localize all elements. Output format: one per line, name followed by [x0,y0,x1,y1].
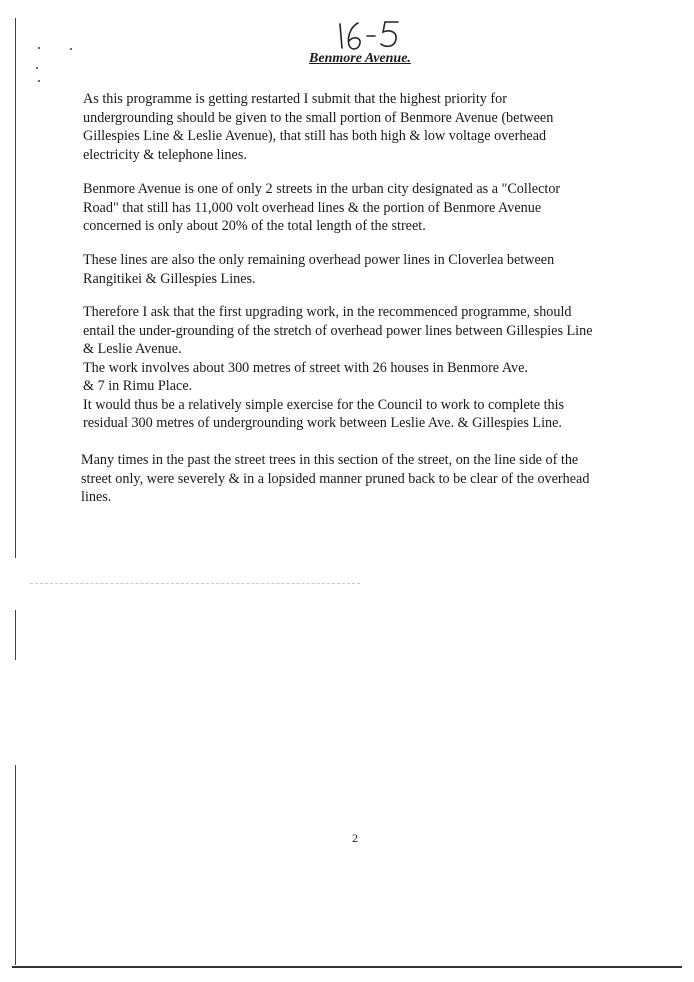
text-line: undergrounding should be given to the small portion of Benmore Avenue (between [83,109,554,126]
scan-edge-line [15,18,16,558]
text-line: Therefore I ask that the first upgrading work, in the recommenced programme, should [83,304,572,320]
scan-bottom-line [12,966,682,968]
paragraph-5 [81,451,656,507]
scan-speck [38,47,40,49]
scan-edge-line [15,610,16,660]
text-line: electricity & telephone lines. [83,146,247,163]
scan-speck [36,67,38,69]
handwritten-annotation [334,18,404,54]
text-line: entail the under-grounding of the stretch of overhead power lines between Gillespies Line [83,322,593,339]
scan-speck [38,80,40,82]
text-line: Gillespies Line & Leslie Avenue), that still has both high & low voltage overhead [83,128,547,144]
scan-fold-line [30,583,360,584]
text-line: Rangitikei & Gillespies Lines. [83,270,256,287]
text-line: Many times in the past the street trees in this section of the street, on the line side of the [81,452,579,468]
paragraph-3 [83,251,658,288]
text-line: These lines are also the only remaining overhead power lines in Cloverlea between [83,252,555,268]
text-line: Road" that still has 11,000 volt overhead lines & the portion of Benmore Avenue [83,199,542,216]
text-line: residual 300 metres of undergrounding work between Leslie Ave. & Gillespies Line. [83,415,562,431]
scan-speck [70,48,72,50]
text-line: The work involves about 300 metres of street with 26 houses in Benmore Ave. [83,359,528,376]
paragraph-1 [83,90,658,164]
text-line: Benmore Avenue is one of only 2 streets in the urban city designated as a "Collector [83,181,561,197]
paragraph-4 [83,303,658,433]
text-line: lines. [81,489,112,505]
text-line: As this programme is getting restarted I submit that the highest priority for [83,91,507,107]
paragraph-2 [83,180,658,236]
page-number: 2 [352,831,358,845]
text-line: & Leslie Avenue. [83,341,182,357]
text-line: It would thus be a relatively simple exercise for the Council to work to complete this [83,396,565,413]
text-line: concerned is only about 20% of the total length of the street. [83,218,426,234]
text-line: & 7 in Rimu Place. [83,378,193,394]
document-title: Benmore Avenue. [309,51,411,66]
scan-edge-line [15,765,16,965]
text-line: street only, were severely & in a lopsided manner pruned back to be clear of the overhead [81,470,590,487]
